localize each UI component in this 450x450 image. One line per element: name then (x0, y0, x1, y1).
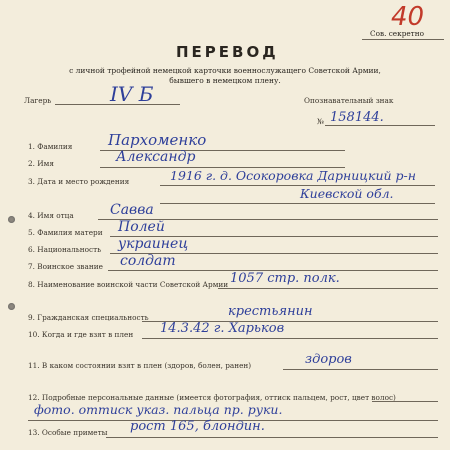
field-unit-line (218, 288, 438, 289)
secrecy-stamp: Сов. секретно (370, 29, 424, 38)
field-captured-line (142, 338, 438, 339)
field-personal-value: фото. оттиск указ. пальца пр. руки. (34, 402, 283, 417)
punch-hole-bottom (8, 303, 15, 310)
camp-line (55, 104, 180, 105)
field-birth-value-cont: Киевской обл. (300, 186, 394, 201)
field-birth-value: 1916 г. д. Осокоровка Дарницкий р-н (170, 168, 416, 183)
field-profession-label: 9. Гражданская специальность (28, 313, 149, 322)
secrecy-underline (362, 39, 444, 40)
field-personal-line (372, 401, 438, 402)
field-unit-label: 8. Наименование воинской части Советской Армии (28, 280, 229, 289)
field-captured-value: 14.3.42 г. Харьков (160, 321, 285, 336)
field-surname-label: 1. Фамилия (28, 142, 73, 151)
field-rank-value: солдат (120, 253, 176, 269)
field-personal-label: 12. Подробные персональные данные (имеется фотография, оттиск пальцем, рост, цвет волос) (28, 393, 396, 402)
page-number: 40 (391, 2, 425, 32)
tag-line (325, 125, 435, 126)
camp-label: Лагерь (24, 96, 52, 105)
field-father-label: 4. Имя отца (28, 211, 74, 220)
document-subtitle-line2: бывшего в немецком плену. (169, 76, 281, 85)
field-features-line (106, 437, 438, 438)
punch-hole-top (8, 216, 15, 223)
document-subtitle-line1: с личной трофейной немецкой карточки военнослужащего Советской Армии, (69, 66, 381, 75)
field-profession-value: крестьянин (228, 304, 313, 319)
field-father-value: Савва (110, 202, 154, 218)
field-birth-line2 (160, 203, 435, 204)
field-mother-value: Полей (118, 219, 165, 235)
tag-label: Опознавательный знак (304, 96, 394, 105)
field-captured-label: 10. Когда и где взят в плен (28, 330, 134, 339)
field-rank-label: 7. Воинское звание (28, 262, 103, 271)
tag-prefix: № (317, 117, 324, 126)
field-birth-label: 3. Дата и место рождения (28, 177, 130, 186)
field-features-label: 13. Особые приметы (28, 428, 108, 437)
field-nationality-value: украинец (118, 236, 189, 252)
field-surname-value: Пархоменко (108, 131, 207, 149)
tag-value: 158144. (330, 110, 384, 125)
field-condition-label: 11. В каком состоянии взят в плен (здоров, болен, ранен) (28, 361, 252, 370)
field-condition-line (283, 369, 438, 370)
document-title: ПЕРЕВОД (176, 43, 279, 61)
camp-value: IV Б (110, 82, 154, 106)
field-mother-label: 5. Фамилия матери (28, 228, 103, 237)
field-unit-value: 1057 стр. полк. (230, 271, 340, 286)
field-nationality-label: 6. Национальность (28, 245, 102, 254)
field-name-value: Александр (116, 149, 196, 165)
field-condition-value: здоров (305, 352, 352, 367)
field-name-label: 2. Имя (28, 159, 54, 168)
field-features-value: рост 165, блондин. (130, 419, 265, 434)
